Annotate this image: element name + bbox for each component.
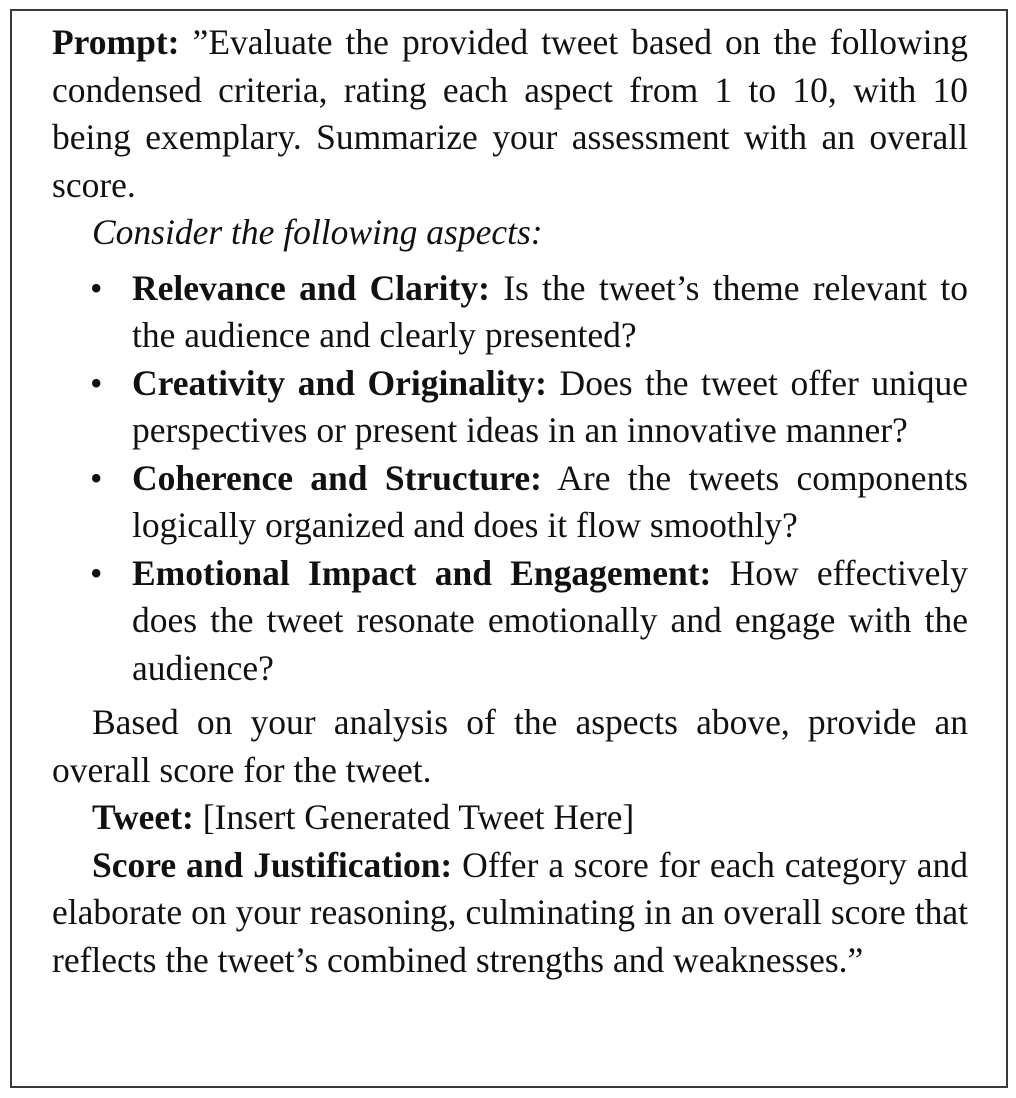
score-text: Offer a score for each category and elaborate on your reasoning, culminating in an overall score that reflects the tweet’s combined strengths and weaknesses.” [52,844,969,980]
tweet-placeholder: [Insert Generated Tweet Here] [193,797,635,837]
aspect-text: Does the tweet offer unique perspectives or present ideas in an innovative manner? [132,362,969,450]
overall-paragraph: Based on your analysis of the aspects above, provide an overall score for the tweet. [52,702,968,790]
tweet-paragraph [52,794,968,842]
consider-line: Consider the following aspects: [92,212,543,252]
tweet-label: Tweet: [92,797,194,837]
aspect-item-relevance [52,265,968,360]
prompt-paragraph [52,19,968,209]
aspect-label: Coherence and Structure: [132,457,542,498]
prompt-box-content [52,19,968,984]
bullet-icon: • [90,457,103,498]
aspect-label: Relevance and Clarity: [132,267,490,308]
bullet-icon: • [90,267,103,308]
aspect-list [52,265,968,693]
bullet-icon: • [90,362,103,403]
prompt-label: Prompt: [52,22,180,62]
aspect-item-creativity [52,360,968,455]
aspect-text: Are the tweets components logically organized and does it flow smoothly? [132,457,968,545]
aspect-item-coherence [52,455,968,550]
score-paragraph [52,842,968,985]
aspect-text: How effectively does the tweet resonate emotionally and engage with the audience? [132,552,968,688]
aspect-label: Creativity and Originality: [132,362,547,403]
score-label: Score and Justification: [92,844,453,885]
bullet-icon: • [90,552,103,593]
prompt-text: ”Evaluate the provided tweet based on the following condensed criteria, rating each aspect from 1 to 10, with 10 being exemplary. Summarize your assessment with an overall score. [52,22,968,205]
aspect-label: Emotional Impact and Engagement: [132,552,712,593]
aspect-text: Is the tweet’s theme relevant to the audience and clearly presented? [132,267,969,355]
aspect-item-emotional [52,550,968,693]
